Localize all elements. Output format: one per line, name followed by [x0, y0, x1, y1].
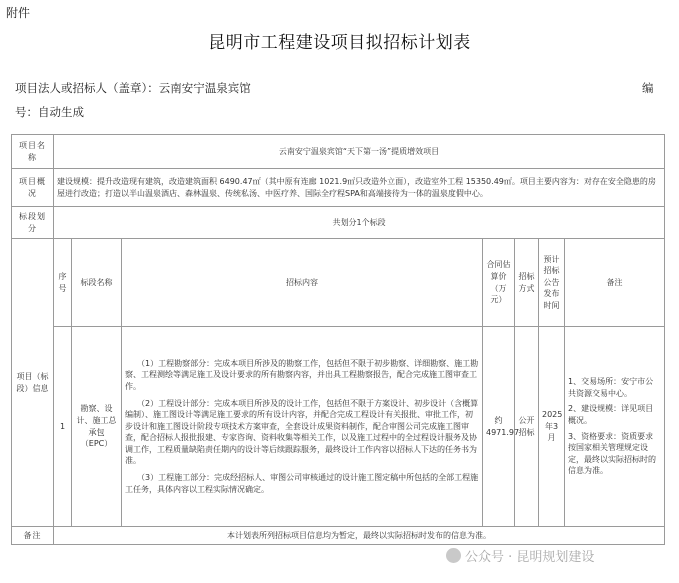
header-remark: 备注: [565, 239, 665, 327]
header-seq: 序号: [54, 239, 72, 327]
overview-label: 项目概况: [12, 169, 54, 207]
remark-qualification: 3、资格要求：资质要求按国家相关管理规定设定，最终以实际招标时的信息为准。: [568, 431, 656, 476]
content-survey: （1）工程勘察部分：完成本项目所涉及的勘察工作，包括但不限于初步勘察、详细勘察、施工勘察、工程测绘等满足施工及设计要求的所有勘察内容，并出具工程勘察报告，配合完成施工图审查工作。: [125, 358, 479, 391]
content-design: （2）工程设计部分：完成本项目所涉及的设计工作，包括但不限于方案设计、初步设计（含概算编制）、施工图设计等满足施工要求的所有设计内容，并配合完成工程设计有关报批、审批工作，初步设计和施工图设计阶段专项技术方案审查，全套设计成果资料制作，配合审图公司完成施工图审查，配合招标人报批报建、专家咨询、资料收集等相关工作，以及施工过程中的全过程设计服务及协调工作，工程质量缺陷责任期内的设计等后续跟踪服务，最终设计工作内容以招标人下达的任务书为准。: [125, 398, 479, 466]
note-value: 本计划表所列招标项目信息均为暂定，最终以实际招标时发布的信息为准。: [54, 527, 665, 545]
row-seq: 1: [54, 327, 72, 527]
attachment-label: 附件: [6, 6, 31, 20]
header-name: 标段名称: [72, 239, 122, 327]
header-method: 招标方式: [515, 239, 539, 327]
number-label-fragment: 编: [642, 81, 654, 95]
project-name-row: [12, 135, 665, 169]
table-row: [12, 327, 665, 527]
division-row: [12, 207, 665, 239]
project-name-label: 项目名称: [12, 135, 54, 169]
wechat-icon: [446, 548, 461, 563]
watermark: [446, 546, 594, 565]
remark-venue: 1、交易场所：安宁市公共资源交易中心。: [568, 377, 654, 398]
overview-row: [12, 169, 665, 207]
header-content: 招标内容: [122, 239, 483, 327]
header-price: 合同估算价（万元）: [483, 239, 515, 327]
header-date: 预计招标公告发布时间: [539, 239, 565, 327]
overview-value: 建设规模：提升改造现有建筑，改造建筑面积 6490.47㎡（其中原有连廊 1021.9㎡只改造外立面），改造室外工程 15350.49㎡。项目主要内容为：对存在安全隐患的房屋进行改造；打造以半山温泉酒店、森林温泉、传统私汤、中医疗养、国际全疗程SPA和高端接待为一体的温泉度假中心。: [54, 169, 665, 207]
row-date: 2025年3月: [539, 327, 565, 527]
note-label: 备注: [12, 527, 54, 545]
project-name-value: 云南安宁温泉宾馆“天下第一汤”提质增效项目: [54, 135, 665, 169]
row-method: 公开招标: [515, 327, 539, 527]
watermark-text: 公众号 · 昆明规划建设: [465, 550, 595, 565]
info-label: 项目（标段）信息: [12, 239, 54, 527]
info-header-row: [12, 239, 665, 327]
content-construction: （3）工程施工部分：完成经招标人、审图公司审核通过的设计施工图定稿中所包括的全部工程施工任务，具体内容以工程实际情况确定。: [125, 473, 479, 494]
number-line: 号：自动生成: [15, 105, 84, 119]
row-remarks: [565, 327, 665, 527]
plan-table: [11, 134, 665, 545]
row-content: [122, 327, 483, 527]
remark-scale: 2、建设规模：详见项目概况。: [568, 404, 654, 425]
division-value: 共划分1个标段: [54, 207, 665, 239]
row-name: 勘察、设计、施工总承包（EPC）: [72, 327, 122, 527]
applicant-line: 项目法人或招标人（盖章）：云南安宁温泉宾馆: [15, 81, 251, 95]
row-price: 约4971.97: [483, 327, 515, 527]
division-label: 标段划分: [12, 207, 54, 239]
note-row: [12, 527, 665, 545]
page-title: 昆明市工程建设项目拟招标计划表: [208, 33, 471, 53]
